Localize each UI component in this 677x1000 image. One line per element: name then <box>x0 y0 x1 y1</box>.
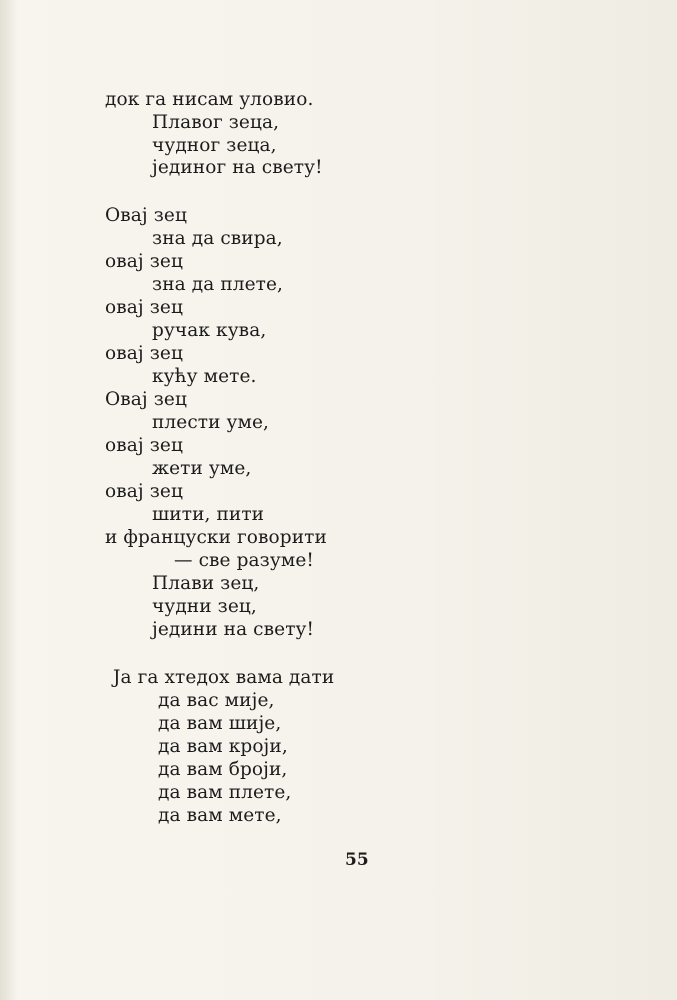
poem-line: да вам кроји, <box>158 736 288 757</box>
poem-line: да вам плете, <box>158 782 292 803</box>
poem-line: жети уме, <box>152 458 252 479</box>
poem-line: да вам шије, <box>158 713 282 734</box>
poem-line: Овај зец <box>105 389 187 410</box>
page-number: 55 <box>345 850 369 870</box>
poem-line: да вам мете, <box>158 805 282 826</box>
poem-line: ручак кува, <box>152 320 267 341</box>
poem-line: једини на свету! <box>152 619 315 640</box>
poem-line: док га нисам уловио. <box>105 89 314 110</box>
poem-line: овај зец <box>105 251 183 272</box>
poem-line: чудни зец, <box>152 596 257 617</box>
poem-line: јединог на свету! <box>152 157 323 178</box>
poem-line: чудног зеца, <box>152 135 277 156</box>
poem-line: и француски говорити <box>105 527 327 548</box>
poem-line: зна да плете, <box>152 274 284 295</box>
poem-line: овај зец <box>105 481 183 502</box>
poem-line: Плавог зеца, <box>152 112 280 133</box>
poem-line: шити, пити <box>152 504 265 525</box>
poem-line: — све разуме! <box>174 550 314 571</box>
poem-line: овај зец <box>105 435 183 456</box>
poem-line: Ја га хтедох вама дати <box>113 667 335 688</box>
poem-line: да вас мије, <box>158 690 275 711</box>
poem-line: зна да свира, <box>152 228 283 249</box>
poem-line: Овај зец <box>105 205 187 226</box>
poem-line: да вам броји, <box>158 759 288 780</box>
poem-line: Плави зец, <box>152 573 260 594</box>
poem-line: овај зец <box>105 297 183 318</box>
poem-line: овај зец <box>105 343 183 364</box>
poem-line: кућу мете. <box>152 366 257 387</box>
poem-line: плести уме, <box>152 412 270 433</box>
